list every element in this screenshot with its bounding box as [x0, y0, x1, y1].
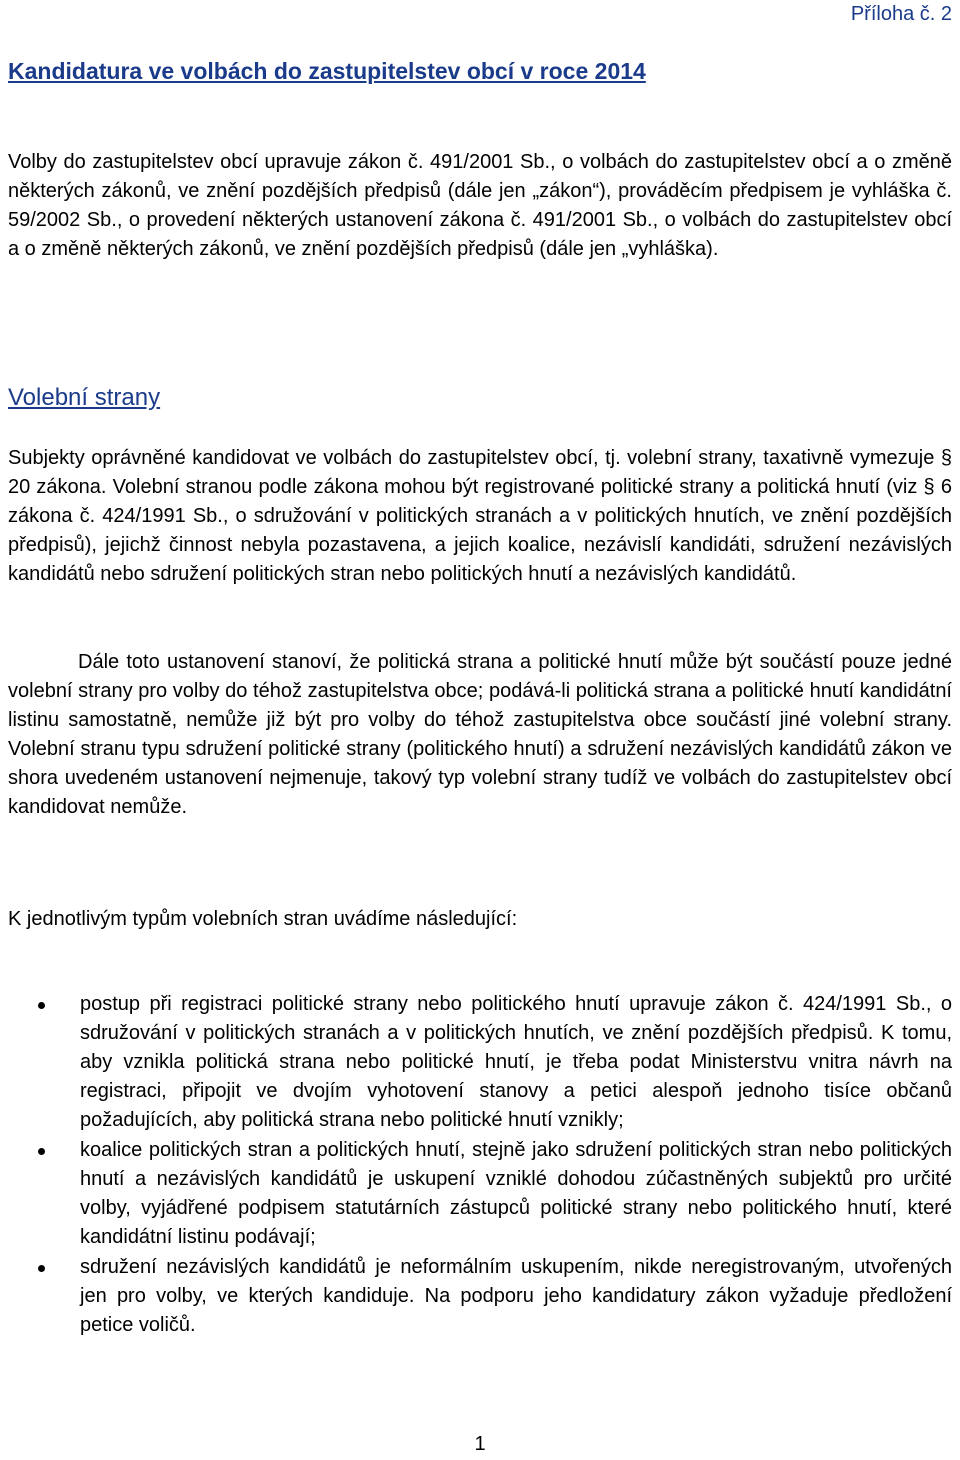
bullet-icon: [38, 1148, 45, 1155]
section-paragraph: Subjekty oprávněné kandidovat ve volbách do zastupitelstev obcí, tj. volební strany, taxativně vymezuje § 20 zákona. Volební stranou podle zákona mohou být registrované politické strany a politická hnutí (viz § 6 zákona č. 424/1991 Sb., o sdružování v politických stranách a v politických hnutích, ve znění pozdějších předpisů), jejichž činnost nebyla pozastavena, a jejich koalice, nezávislí kandidáti, sdružení nezávislých kandidátů nebo sdružení politických stran nebo politických hnutí a nezávislých kandidátů.: [8, 447, 952, 585]
list-item-text: sdružení nezávislých kandidátů je neformálním uskupením, nikde neregistrovaným, utvořených jen pro volby, ve kterých kandiduje. Na podporu jeho kandidatury zákon vyžaduje předložení petice voličů.: [80, 1256, 952, 1336]
section-paragraph: Dále toto ustanovení stanoví, že politická strana a politické hnutí může být součástí pouze jedné volební strany pro volby do téhož zastupitelstva obce; podává-li politická strana a politické hnutí kandidátní listinu samostatně, nemůže již být pro volby do téhož zastupitelstva obce součástí jiné volební strany. Volební stranu typu sdružení politické strany (politického hnutí) a sdružení nezávislých kandidátů zákon ve shora uvedeném ustanovení nejmenuje, takový typ volební strany tudíž ve volbách do zastupitelstev obcí kandidovat nemůže.: [8, 651, 952, 818]
attachment-label: Příloha č. 2: [850, 3, 952, 25]
list-item: [8, 1253, 952, 1340]
page-number: 1: [474, 1433, 486, 1455]
intro-paragraph: Volby do zastupitelstev obcí upravuje zákon č. 491/2001 Sb., o volbách do zastupitelstev obcí a o změně některých zákonů, ve znění pozdějších předpisů (dále jen „zákon“), prováděcím předpisem je vyhláška č. 59/2002 Sb., o provedení některých ustanovení zákona č. 491/2001 Sb., o volbách do zastupitelstev obcí a o změně některých zákonů, ve znění pozdějších předpisů (dále jen „vyhláška).: [8, 151, 952, 260]
bullet-icon: [38, 1265, 45, 1272]
types-intro: K jednotlivým typům volebních stran uvádíme následující:: [8, 908, 518, 930]
list-item-text: koalice politických stran a politických hnutí, stejně jako sdružení politických stran nebo politických hnutí a nezávislých kandidátů je uskupení vzniklé dohodou zúčastněných subjektů pro určité volby, vyjádřené podpisem statutárních zástupců politické strany nebo politického hnutí, které kandidátní listinu podávají;: [80, 1139, 952, 1248]
document-title: Kandidatura ve volbách do zastupitelstev obcí v roce 2014: [8, 58, 646, 84]
list-item-text: postup při registraci politické strany nebo politického hnutí upravuje zákon č. 424/1991 Sb., o sdružování v politických stranách a v politických hnutích, ve znění pozdějších předpisů. K tomu, aby vznikla politická strana nebo politické hnutí, je třeba podat Ministerstvu vnitra návrh na registraci, připojit ve dvojím vyhotovení stanovy a petici alespoň jednoho tisíce občanů požadujících, aby politická strana nebo politické hnutí vznikly;: [80, 993, 952, 1131]
bullet-icon: [38, 1002, 45, 1009]
section-heading: Volební strany: [8, 384, 161, 411]
party-types-list: [8, 990, 952, 1341]
list-item: [8, 990, 952, 1135]
list-item: [8, 1136, 952, 1252]
